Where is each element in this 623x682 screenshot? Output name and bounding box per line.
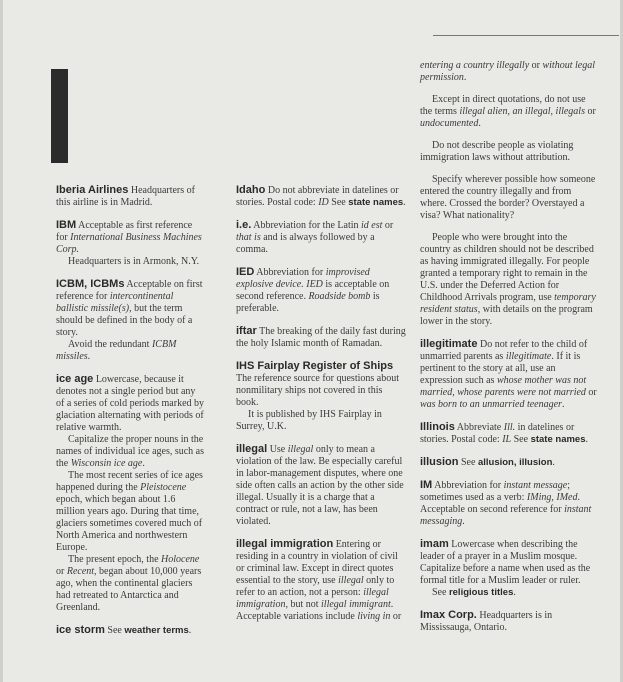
- see-label: See: [513, 434, 529, 445]
- term: illegal immigrant: [321, 599, 391, 610]
- term: id est: [361, 220, 383, 231]
- see-label: See: [107, 625, 122, 636]
- paragraph: Headquarters is in Armonk, N.Y.: [68, 256, 200, 267]
- column-1: [56, 184, 206, 647]
- definition: , but not: [285, 599, 319, 610]
- definition: or: [384, 220, 394, 231]
- term: that is: [236, 232, 261, 243]
- headword: illusion: [420, 456, 459, 468]
- term: without legal permission: [420, 60, 595, 83]
- entry-iftar: [236, 325, 406, 350]
- headword: illegal: [236, 443, 268, 455]
- punct: .: [561, 399, 565, 410]
- term: illegal: [287, 444, 314, 455]
- definition: . Acceptable variations include: [236, 599, 394, 622]
- headword: ice storm: [56, 624, 105, 636]
- headword: illegitimate: [420, 338, 478, 350]
- see-label: See: [432, 587, 447, 598]
- punct: .: [478, 118, 481, 129]
- definition: Lowercase, because it denotes not a single period but any of a series of cold periods marked by glaciation alternating with periods of relative warmth.: [56, 374, 205, 433]
- definition: Lowercase when describing the leader of a prayer in a Muslim mosque. Capitalize before a name when used as the formal title for a Muslim leader or ruler.: [420, 539, 591, 586]
- term: ID: [318, 197, 329, 208]
- definition: is preferable.: [236, 291, 380, 314]
- punct: .: [552, 457, 555, 468]
- term: instant messaging: [420, 504, 592, 527]
- entry-continuation: [420, 60, 600, 328]
- term: undocumented: [420, 118, 479, 129]
- paragraph: Specify wherever possible how someone entered the country illegally and from where. Crossed the border? Overstayed a visa? What nationality?: [420, 174, 596, 221]
- punct: .: [463, 72, 467, 83]
- headword: illegal immigration: [236, 538, 334, 550]
- headword: Iberia Airlines: [56, 184, 129, 196]
- paragraph: , began about 10,000 years ago, when the continental glaciers had retreated to Antarctica and Greenland.: [56, 566, 202, 613]
- term: entering a country illegally: [420, 60, 530, 71]
- entry-imam: [420, 538, 600, 599]
- definition: Do not refer to the child of unmarried parents as: [420, 339, 588, 362]
- headword: IED: [236, 266, 255, 278]
- term: Pleistocene: [140, 482, 187, 493]
- headword: imam: [420, 538, 449, 550]
- term: whose mother was not married, whose parents were not married: [420, 375, 587, 398]
- column-3: [420, 50, 600, 644]
- definition: Acceptable as first reference for: [56, 220, 193, 243]
- entry-illegal-immigration: [236, 538, 406, 623]
- definition: or: [392, 611, 402, 622]
- term: Ill.: [503, 422, 516, 433]
- entry-ie: [236, 219, 406, 256]
- definition: Do not abbreviate in datelines or stories. Postal code:: [236, 185, 399, 208]
- definition: Headquarters of this airline is in Madrid.: [56, 185, 195, 208]
- paragraph: It is published by IHS Fairplay in Surrey, U.K.: [236, 409, 382, 432]
- paragraph: or: [56, 566, 65, 577]
- punct: .: [403, 197, 406, 208]
- punct: .: [87, 351, 91, 362]
- headword: ice age: [56, 373, 94, 385]
- see-label: See: [461, 457, 476, 468]
- paragraph: Except in direct quotations, do not use the terms: [420, 94, 586, 117]
- entry-illusion: [420, 456, 600, 469]
- definition: is acceptable on second reference.: [236, 279, 390, 302]
- term: illegal: [338, 575, 364, 586]
- headword: iftar: [236, 325, 257, 337]
- section-tab-marker: [51, 69, 68, 163]
- headword: IBM: [56, 219, 77, 231]
- headword: Illinois: [420, 421, 455, 433]
- term: Roadside bomb: [308, 291, 371, 302]
- definition: ; sometimes used as a verb:: [420, 480, 571, 503]
- definition: Abbreviate: [456, 422, 502, 433]
- punct: .: [462, 516, 465, 527]
- headword: i.e.: [236, 219, 252, 231]
- term: Holocene: [161, 554, 200, 565]
- punct: .: [188, 625, 192, 636]
- paragraph: or: [587, 106, 596, 117]
- punct: .: [142, 458, 145, 469]
- definition: and is always followed by a comma.: [236, 232, 375, 255]
- entry-ihs-fairplay: [236, 360, 406, 433]
- cross-reference-link[interactable]: allusion, illusion: [477, 457, 553, 468]
- punct: .: [585, 434, 588, 445]
- paragraph: The present epoch, the: [68, 554, 159, 565]
- cross-reference-link[interactable]: state names: [530, 434, 586, 445]
- paragraph: People who were brought into the country as children should not be described as having immigrated illegally. For people granted a temporary right to remain in the U.S. under the Deferred Action for Childhood Arrivals program, use: [420, 232, 594, 303]
- column-2: [236, 184, 406, 633]
- definition: , but the term should be defined in the body of a story.: [56, 303, 193, 338]
- headword: ICBM, ICBMs: [56, 278, 125, 290]
- term: IMing, IMed: [526, 492, 578, 503]
- definition: Entering or residing in a country in violation of civil or criminal law. Except in direct quotes essential to the story, use: [236, 539, 398, 586]
- term: instant message: [503, 480, 568, 491]
- term: was born to an unmarried teenager: [420, 399, 562, 410]
- entry-ice-storm: [56, 624, 206, 637]
- definition: The reference source for questions about nonmilitary ships not covered in this book.: [236, 373, 399, 408]
- headword: Imax Corp.: [420, 609, 477, 621]
- definition-term: International Business Machines Corp.: [56, 232, 202, 255]
- headword: IM: [420, 479, 433, 491]
- entry-icbm: [56, 278, 206, 363]
- term: Recent: [66, 566, 95, 577]
- definition: . If it is pertinent to the story at all, use an expression such as: [420, 351, 581, 386]
- header-rule: [433, 35, 619, 36]
- term: living in: [357, 611, 391, 622]
- entry-illegitimate: [420, 338, 600, 411]
- definition: Use: [269, 444, 286, 455]
- paragraph: The most recent series of ice ages happened during the: [56, 470, 203, 493]
- definition: Abbreviation for the Latin: [253, 220, 359, 231]
- entry-imax: [420, 609, 600, 634]
- entry-iberia-airlines: [56, 184, 206, 209]
- paragraph: or: [531, 60, 540, 71]
- term: Wisconsin ice age: [70, 458, 143, 469]
- definition: only to mean a violation of the law. Be especially careful in labor-management disputes, where one side often calls an action by the other side illegal. Usually it is a charge that a contract or rule, not a law, has been violated.: [236, 444, 404, 527]
- definition: only to refer to an action, not a person:: [236, 575, 395, 598]
- headword: IHS Fairplay Register of Ships: [236, 360, 394, 372]
- term: illegitimate: [505, 351, 552, 362]
- paragraph: Capitalize the proper nouns in the names of individual ice ages, such as the: [56, 434, 205, 469]
- term: illegal alien, an illegal, illegals: [459, 106, 585, 117]
- paragraph: epoch, which began about 1.6 million years ago. During that time, glaciers sometimes covered much of North America and northwestern Europe.: [56, 494, 203, 553]
- term: IL: [502, 434, 512, 445]
- term: ICBM missiles: [56, 339, 177, 362]
- definition: The breaking of the daily fast during the holy Islamic month of Ramadan.: [236, 326, 406, 349]
- cross-reference-link[interactable]: religious titles: [448, 587, 514, 598]
- definition-term: intercontinental ballistic missile(s): [56, 291, 174, 314]
- entry-illegal: [236, 443, 406, 528]
- headword: Idaho: [236, 184, 266, 196]
- entry-im: [420, 479, 600, 528]
- page-edge-left: [0, 0, 3, 682]
- paragraph: Avoid the redundant: [68, 339, 150, 350]
- term: illegal immigration: [236, 587, 389, 610]
- definition: in datelines or stories. Postal code:: [420, 422, 575, 445]
- entry-ied: [236, 266, 406, 315]
- definition: . Acceptable on second reference for: [420, 492, 580, 515]
- term: temporary resident status: [420, 292, 596, 315]
- see-label: See: [331, 197, 346, 208]
- entry-ice-age: [56, 373, 206, 614]
- paragraph: Do not describe people as violating immigration laws without attribution.: [420, 140, 574, 163]
- definition: Acceptable on first reference for: [56, 279, 203, 302]
- definition: Abbreviation for: [434, 480, 502, 491]
- definition: Headquarters is in Mississauga, Ontario.: [420, 610, 553, 633]
- paragraph: , with details on the program lower in the story.: [420, 304, 593, 327]
- term: improvised explosive device. IED: [236, 267, 370, 290]
- definition: or: [588, 387, 597, 398]
- entry-ibm: [56, 219, 206, 268]
- definition: Abbreviation for: [256, 267, 324, 278]
- entry-illinois: [420, 421, 600, 446]
- cross-reference-link[interactable]: state names: [348, 197, 404, 208]
- entry-idaho: [236, 184, 406, 209]
- punct: .: [513, 587, 516, 598]
- cross-reference-link[interactable]: weather terms: [124, 625, 189, 636]
